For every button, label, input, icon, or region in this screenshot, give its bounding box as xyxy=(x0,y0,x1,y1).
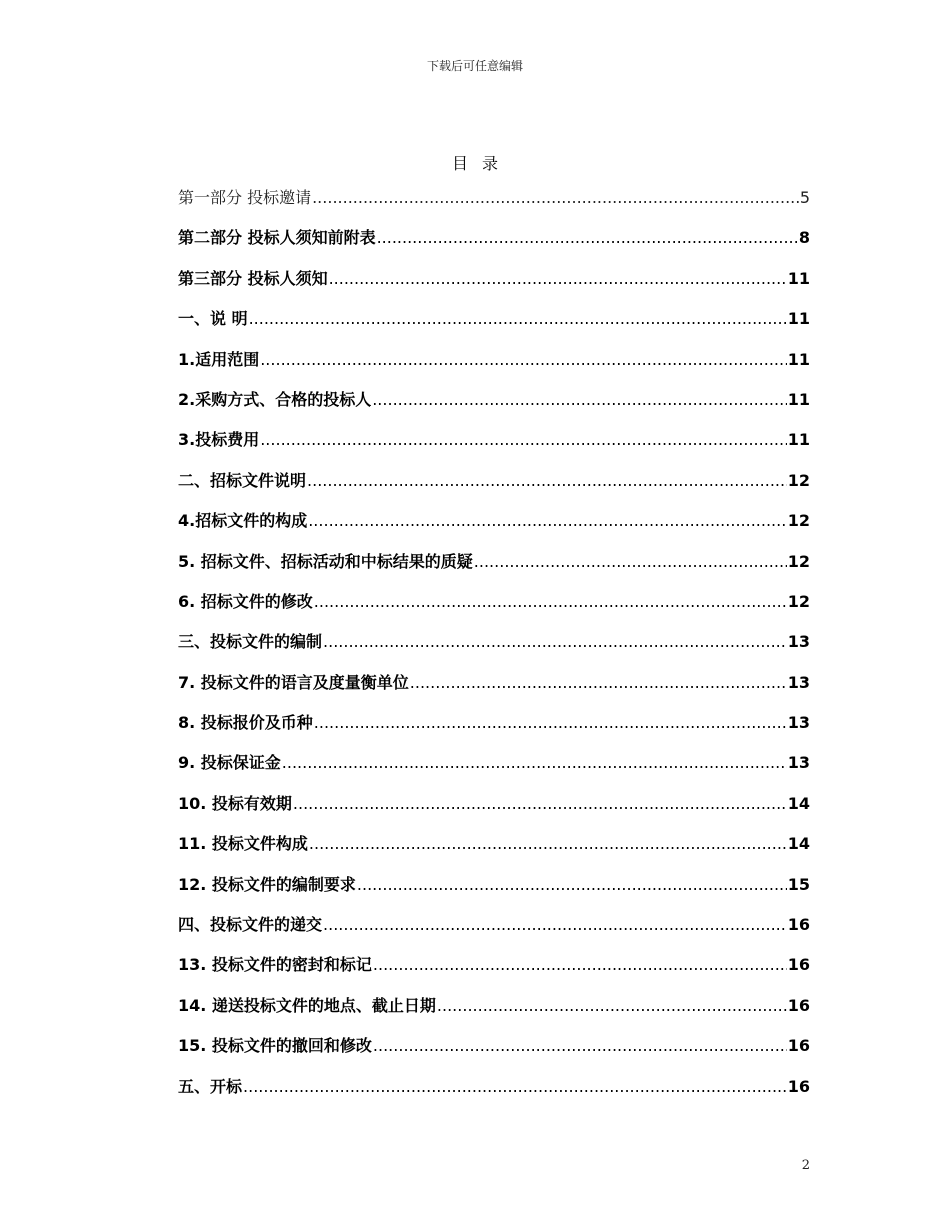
toc-entry[interactable] xyxy=(178,629,810,669)
toc-dot-leader xyxy=(308,511,787,530)
toc-entry[interactable] xyxy=(178,1074,810,1114)
toc-dot-leader xyxy=(243,1077,787,1096)
toc-dot-leader xyxy=(249,309,787,328)
toc-entry-label: 一、说 明 xyxy=(178,309,248,329)
toc-entry-label: 10. 投标有效期 xyxy=(178,793,292,813)
toc-entry-page: 16 xyxy=(787,955,810,975)
toc-entry-label: 第一部分 投标邀请 xyxy=(178,188,312,207)
toc-entry-page: 12 xyxy=(787,551,810,571)
toc-entry-page: 12 xyxy=(787,591,810,611)
toc-entry-label: 三、投标文件的编制 xyxy=(178,632,323,652)
toc-entry-label: 8. 投标报价及币种 xyxy=(178,713,313,733)
toc-dot-leader xyxy=(307,471,787,490)
toc-entry-page: 14 xyxy=(787,834,810,854)
toc-entry-page: 16 xyxy=(787,1076,810,1096)
toc-entry-page: 15 xyxy=(787,874,810,894)
toc-entry-page: 8 xyxy=(798,228,810,248)
toc-entry[interactable] xyxy=(178,185,810,225)
header-note: 下载后可任意编辑 xyxy=(426,59,523,73)
toc-entry[interactable] xyxy=(178,347,810,387)
toc-entry[interactable] xyxy=(178,468,810,508)
toc-entry-label: 1.适用范围 xyxy=(178,349,260,369)
toc-entry[interactable] xyxy=(178,387,810,427)
toc-entry[interactable] xyxy=(178,427,810,467)
toc-dot-leader xyxy=(377,228,798,247)
toc-dot-leader xyxy=(314,592,787,611)
toc-entry-page: 16 xyxy=(787,915,810,935)
toc-entry-label: 15. 投标文件的撤回和修改 xyxy=(178,1036,372,1056)
toc-entry-page: 11 xyxy=(787,309,810,329)
toc-entry-page: 11 xyxy=(787,349,810,369)
toc-entry-label: 6. 招标文件的修改 xyxy=(178,591,313,611)
toc-entry[interactable] xyxy=(178,549,810,589)
toc-entry-page: 16 xyxy=(787,1036,810,1056)
toc-entry-label: 5. 招标文件、招标活动和中标结果的质疑 xyxy=(178,551,473,571)
toc-entry[interactable] xyxy=(178,508,810,548)
toc-dot-leader xyxy=(293,794,787,813)
toc-dot-leader xyxy=(437,996,787,1015)
toc-entry-page: 13 xyxy=(787,632,810,652)
toc-entry[interactable] xyxy=(178,266,810,306)
toc-title: 目录 xyxy=(451,154,512,173)
toc-entry[interactable] xyxy=(178,791,810,831)
toc-entry-page: 13 xyxy=(787,753,810,773)
toc-entry[interactable] xyxy=(178,306,810,346)
toc-dot-leader xyxy=(329,269,787,288)
toc-entry-label: 12. 投标文件的编制要求 xyxy=(178,874,356,894)
toc-entry[interactable] xyxy=(178,589,810,629)
toc-entry-page: 12 xyxy=(787,470,810,490)
toc-entry-label: 7. 投标文件的语言及度量衡单位 xyxy=(178,672,409,692)
toc-entry-page: 13 xyxy=(787,713,810,733)
toc-entry-label: 四、投标文件的递交 xyxy=(178,915,323,935)
toc-entry-page: 11 xyxy=(787,389,810,409)
toc-dot-leader xyxy=(323,915,787,934)
toc-dot-leader xyxy=(260,350,787,369)
toc-entry-label: 11. 投标文件构成 xyxy=(178,834,308,854)
toc-entry[interactable] xyxy=(178,831,810,871)
toc-entry-page: 12 xyxy=(787,511,810,531)
toc-entry-label: 13. 投标文件的密封和标记 xyxy=(178,955,372,975)
toc-entry[interactable] xyxy=(178,993,810,1033)
toc-entry-page: 11 xyxy=(787,430,810,450)
toc-entry-page: 16 xyxy=(787,995,810,1015)
toc-dot-leader xyxy=(474,552,787,571)
toc-entry[interactable] xyxy=(178,952,810,992)
toc-entry-label: 9. 投标保证金 xyxy=(178,753,281,773)
toc-entry-label: 2.采购方式、合格的投标人 xyxy=(178,389,372,409)
page-number: 2 xyxy=(801,1158,810,1173)
toc-dot-leader xyxy=(357,875,787,894)
toc-entry-label: 第二部分 投标人须知前附表 xyxy=(178,228,376,248)
toc-entry[interactable] xyxy=(178,912,810,952)
toc-dot-leader xyxy=(373,1036,787,1055)
toc-entry-label: 4.招标文件的构成 xyxy=(178,511,308,531)
toc-entry[interactable] xyxy=(178,710,810,750)
toc-entry[interactable] xyxy=(178,872,810,912)
toc-entry-page: 11 xyxy=(787,268,810,288)
toc-entry[interactable] xyxy=(178,225,810,265)
toc-entry[interactable] xyxy=(178,750,810,790)
toc-entry-label: 第三部分 投标人须知 xyxy=(178,268,328,288)
toc-entry-label: 14. 递送投标文件的地点、截止日期 xyxy=(178,995,436,1015)
toc-dot-leader xyxy=(372,390,787,409)
toc-entry[interactable] xyxy=(178,1033,810,1073)
toc-dot-leader xyxy=(323,632,787,651)
toc-dot-leader xyxy=(260,430,787,449)
toc-entry-label: 二、招标文件说明 xyxy=(178,470,307,490)
table-of-contents xyxy=(178,185,810,1114)
toc-entry-label: 3.投标费用 xyxy=(178,430,260,450)
toc-entry-label: 五、开标 xyxy=(178,1076,243,1096)
toc-entry-page: 13 xyxy=(787,672,810,692)
toc-dot-leader xyxy=(312,188,799,207)
toc-dot-leader xyxy=(373,955,787,974)
toc-entry-page: 14 xyxy=(787,793,810,813)
toc-entry-page: 5 xyxy=(799,188,810,207)
toc-dot-leader xyxy=(282,753,787,772)
toc-dot-leader xyxy=(410,673,787,692)
toc-dot-leader xyxy=(309,834,787,853)
toc-dot-leader xyxy=(314,713,787,732)
toc-entry[interactable] xyxy=(178,670,810,710)
